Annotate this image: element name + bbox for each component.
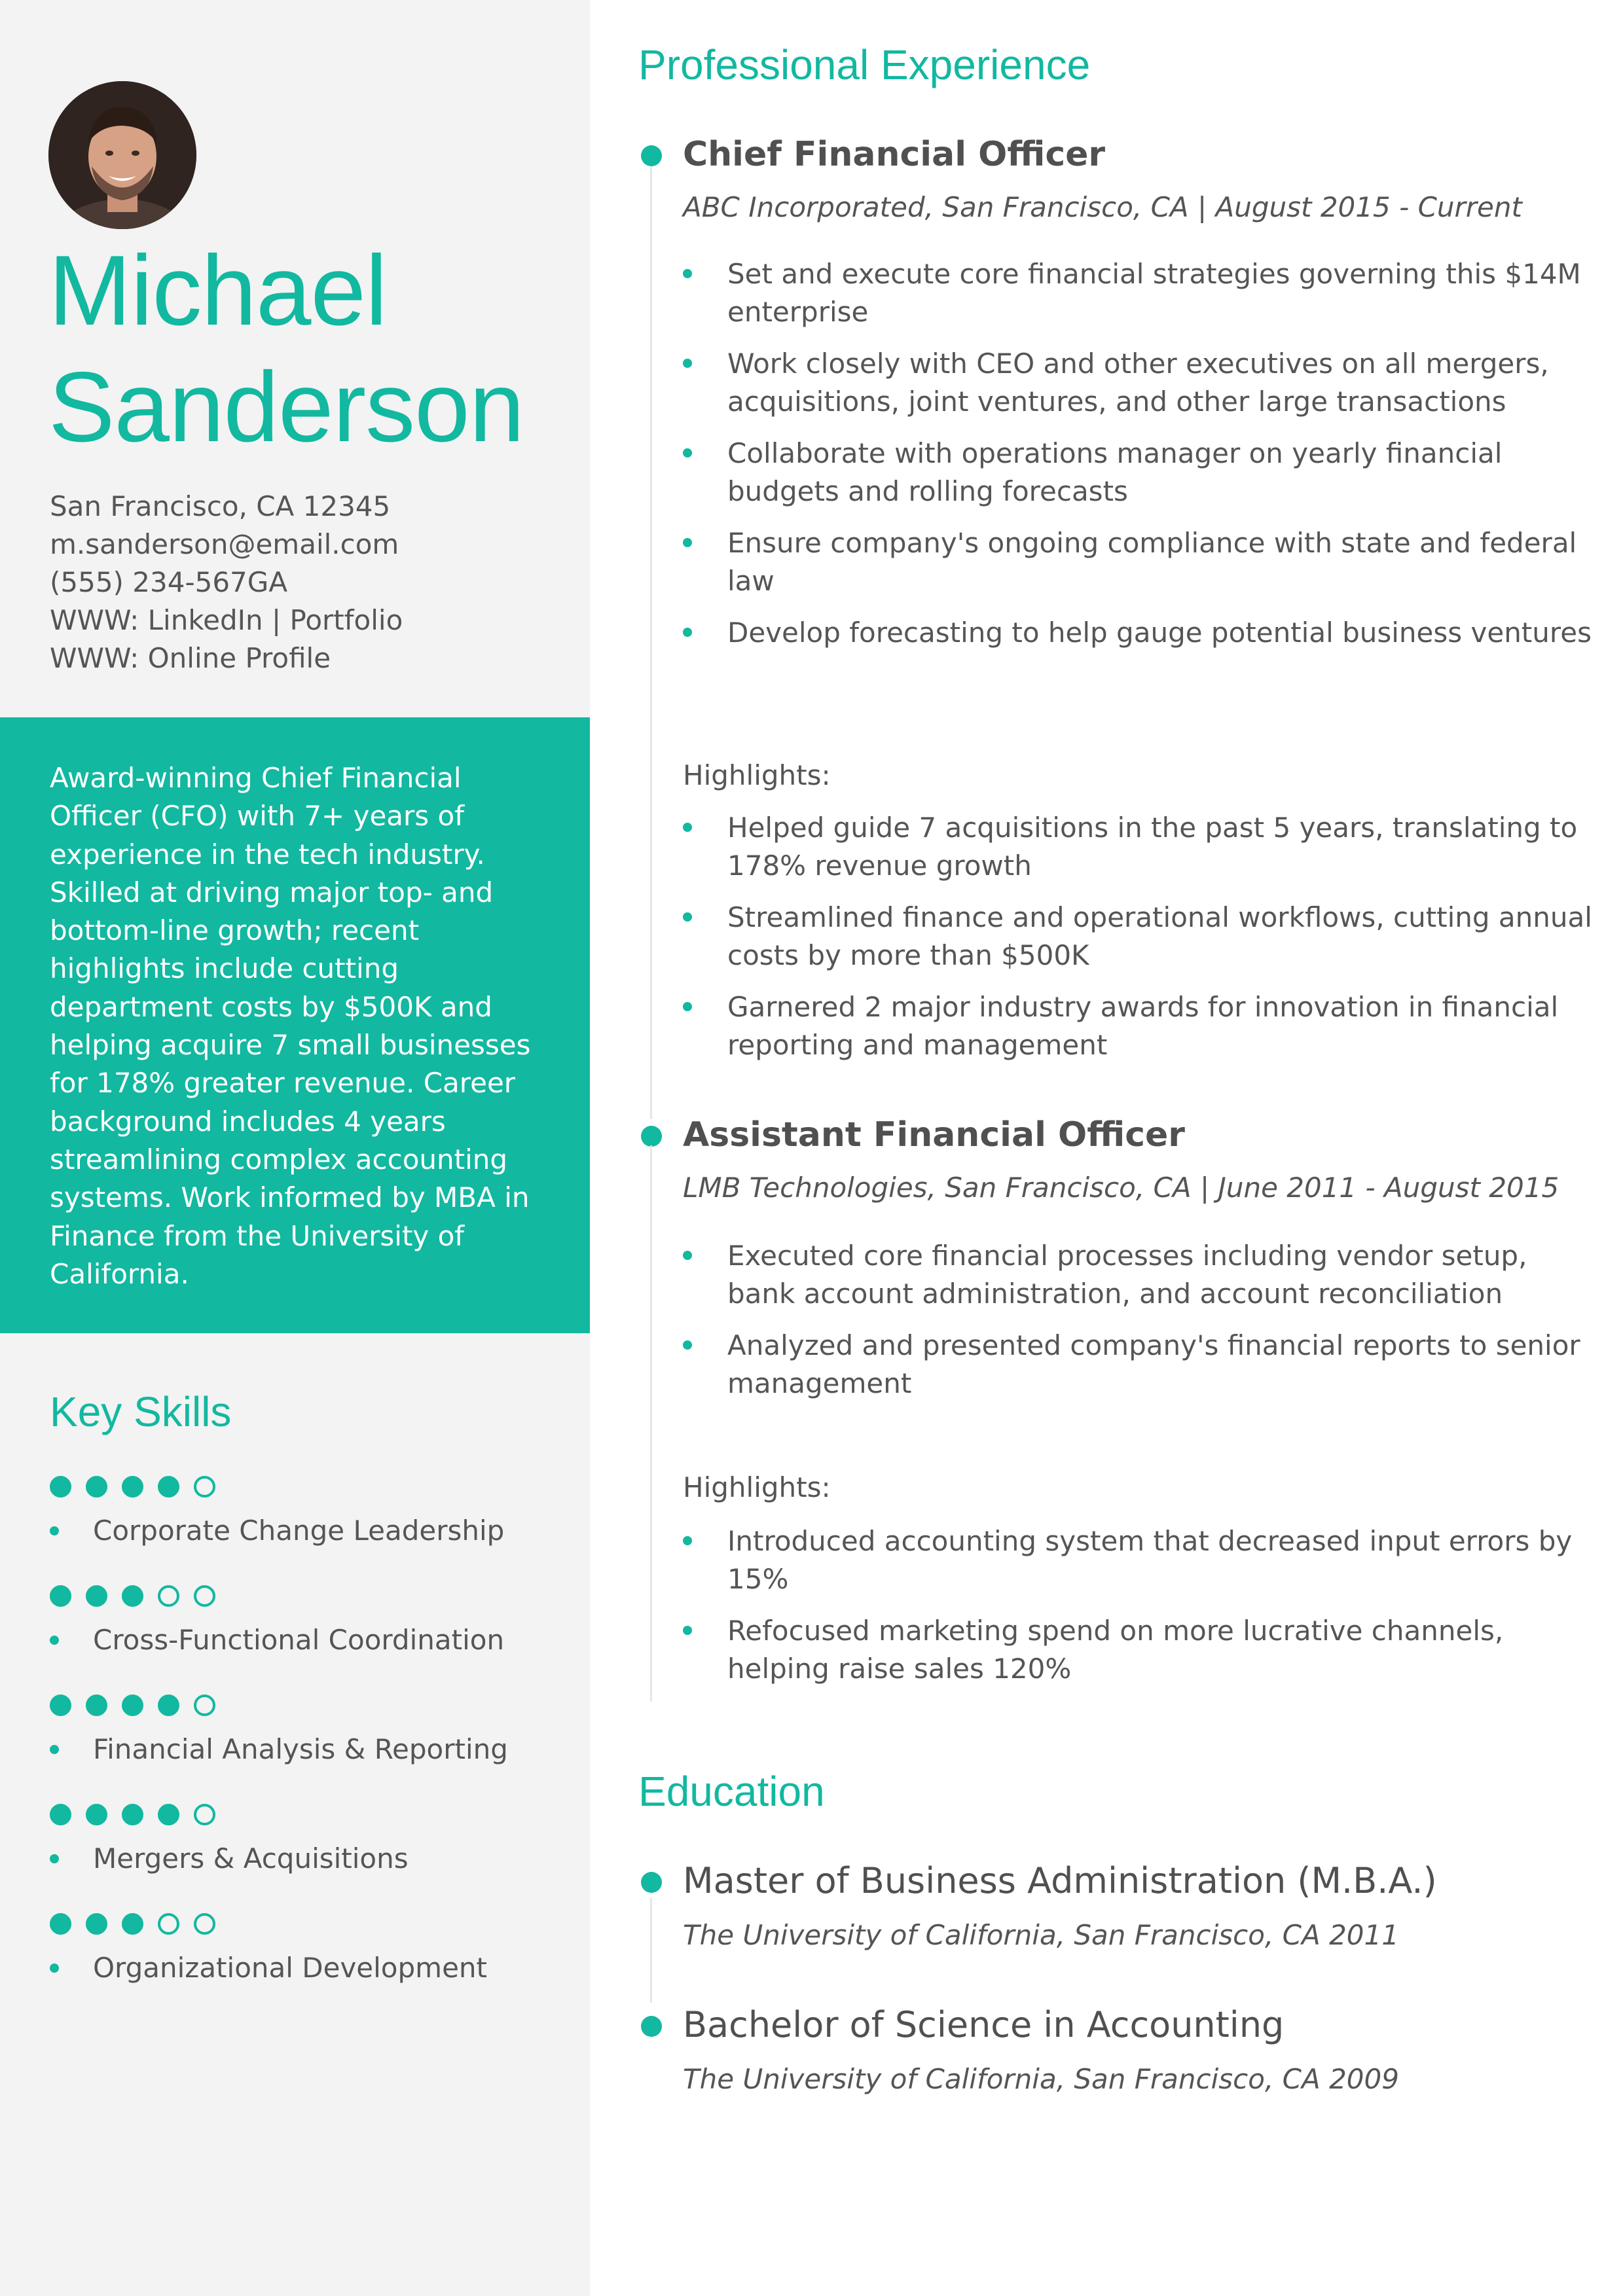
rating-dot-filled — [122, 1476, 143, 1498]
job-meta: LMB Technologies, San Francisco, CA | June 2011 - August 2015 — [683, 1172, 1559, 1204]
skill-label: Financial Analysis & Reporting — [93, 1733, 508, 1765]
list-item: Analyzed and presented company's financial reports to senior management — [683, 1327, 1593, 1403]
rating-dot-filled — [86, 1913, 107, 1935]
job-responsibilities — [683, 1237, 1593, 1416]
phone: (555) 234-567GA — [50, 566, 288, 598]
rating-dot-filled — [158, 1695, 179, 1716]
skill-rating — [50, 1695, 508, 1716]
skill-rating — [50, 1804, 409, 1825]
list-item: Collaborate with operations manager on yearly financial budgets and rolling forecasts — [683, 435, 1593, 511]
rating-dot-filled — [122, 1804, 143, 1825]
bullet-icon — [50, 1636, 59, 1645]
online-profile: WWW: Online Profile — [50, 642, 331, 674]
list-item: Garnered 2 major industry awards for innovation in financial reporting and management — [683, 988, 1593, 1064]
list-item: Helped guide 7 acquisitions in the past 5 years, translating to 178% revenue growth — [683, 809, 1593, 885]
highlights-label: Highlights: — [683, 759, 831, 791]
list-item: Develop forecasting to help gauge potential business ventures — [683, 614, 1593, 652]
first-name: Michael — [48, 235, 387, 346]
bullet-icon — [50, 1854, 59, 1863]
list-item: Streamlined finance and operational workflows, cutting annual costs by more than $500K — [683, 899, 1593, 975]
rating-dot-filled — [50, 1476, 71, 1498]
experience-timeline — [650, 1145, 652, 1702]
last-name: Sanderson — [48, 351, 524, 463]
skill-item — [50, 1476, 504, 1547]
skill-row — [50, 1733, 508, 1765]
degree-meta: The University of California, San Francisco, CA 2009 — [683, 2063, 1399, 2095]
rating-dot-empty — [194, 1476, 215, 1498]
experience-timeline — [650, 164, 652, 1119]
skill-item — [50, 1585, 504, 1656]
bullet-icon — [50, 1745, 59, 1754]
skill-label: Cross-Functional Coordination — [93, 1624, 505, 1656]
rating-dot-empty — [158, 1585, 179, 1607]
rating-dot-filled — [158, 1476, 179, 1498]
rating-dot-filled — [122, 1913, 143, 1935]
rating-dot-filled — [158, 1804, 179, 1825]
experience-heading: Professional Experience — [638, 41, 1091, 88]
candidate-name — [48, 232, 524, 465]
highlights-label: Highlights: — [683, 1471, 831, 1503]
list-item: Work closely with CEO and other executives on all mergers, acquisitions, joint ventures, and other large transactions — [683, 345, 1593, 421]
bullet-icon — [50, 1526, 59, 1535]
address: San Francisco, CA 12345 — [50, 490, 391, 522]
summary-text: Award-winning Chief Financial Officer (CFO) with 7+ years of experience in the tech industry. Skilled at driving major top- and bottom-line growth; recent highlights include cutting department costs by $500K and helping acquire 7 small businesses for 178% greater revenue. Career background includes 4 years streamlining complex accounting systems. Work informed by MBA in Finance from the University of California. — [50, 762, 531, 1290]
skill-row — [50, 1842, 409, 1874]
skill-label: Mergers & Acquisitions — [93, 1842, 409, 1874]
rating-dot-empty — [194, 1585, 215, 1607]
job-responsibilities — [683, 255, 1593, 666]
degree-title: Bachelor of Science in Accounting — [683, 2004, 1285, 2045]
job-title: Assistant Financial Officer — [683, 1115, 1185, 1155]
rating-dot-filled — [50, 1804, 71, 1825]
rating-dot-filled — [50, 1585, 71, 1607]
skill-row — [50, 1952, 487, 1984]
web-links: WWW: LinkedIn | Portfolio — [50, 604, 403, 636]
job-highlights — [683, 809, 1593, 1078]
list-item: Executed core financial processes including vendor setup, bank account administration, and account reconciliation — [683, 1237, 1593, 1313]
skill-rating — [50, 1585, 504, 1607]
list-item: Introduced accounting system that decreased input errors by 15% — [683, 1522, 1593, 1598]
list-item: Set and execute core financial strategies governing this $14M enterprise — [683, 255, 1593, 331]
rating-dot-empty — [158, 1913, 179, 1935]
skill-item — [50, 1804, 409, 1874]
bullet-icon — [50, 1964, 59, 1973]
rating-dot-empty — [194, 1804, 215, 1825]
rating-dot-filled — [86, 1585, 107, 1607]
email: m.sanderson@email.com — [50, 528, 399, 560]
skill-row — [50, 1515, 504, 1547]
timeline-dot — [641, 1872, 662, 1893]
skills-heading: Key Skills — [50, 1388, 232, 1435]
job-title: Chief Financial Officer — [683, 135, 1106, 174]
list-item: Ensure company's ongoing compliance with state and federal law — [683, 524, 1593, 600]
rating-dot-filled — [122, 1695, 143, 1716]
skill-rating — [50, 1913, 487, 1935]
job-meta: ABC Incorporated, San Francisco, CA | August 2015 - Current — [683, 191, 1522, 223]
rating-dot-filled — [50, 1913, 71, 1935]
rating-dot-filled — [86, 1476, 107, 1498]
avatar — [48, 81, 196, 229]
degree-meta: The University of California, San Francisco, CA 2011 — [683, 1919, 1399, 1951]
degree-title: Master of Business Administration (M.B.A.) — [683, 1860, 1437, 1901]
education-heading: Education — [638, 1768, 825, 1815]
rating-dot-empty — [194, 1913, 215, 1935]
main-content — [590, 0, 1623, 2296]
skill-rating — [50, 1476, 504, 1498]
summary-panel — [0, 717, 590, 1333]
rating-dot-filled — [86, 1804, 107, 1825]
timeline-dot — [641, 145, 662, 166]
sidebar — [0, 0, 590, 2296]
rating-dot-filled — [50, 1695, 71, 1716]
rating-dot-filled — [86, 1695, 107, 1716]
skill-label: Organizational Development — [93, 1952, 488, 1984]
rating-dot-empty — [194, 1695, 215, 1716]
skill-row — [50, 1624, 504, 1656]
contact-info — [50, 488, 403, 677]
timeline-dot — [641, 2016, 662, 2037]
skill-item — [50, 1913, 487, 1984]
skill-label: Corporate Change Leadership — [93, 1515, 505, 1547]
timeline-dot — [641, 1126, 662, 1147]
education-timeline — [650, 1898, 652, 2003]
skill-item — [50, 1695, 508, 1765]
job-highlights — [683, 1522, 1593, 1702]
rating-dot-filled — [122, 1585, 143, 1607]
list-item: Refocused marketing spend on more lucrative channels, helping raise sales 120% — [683, 1612, 1593, 1688]
